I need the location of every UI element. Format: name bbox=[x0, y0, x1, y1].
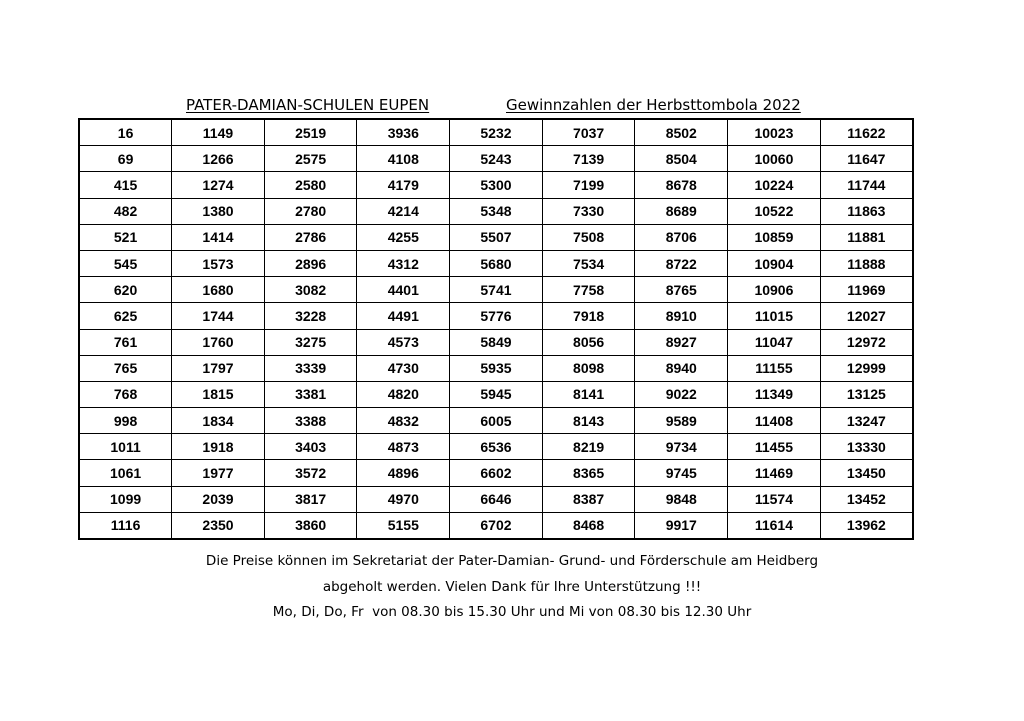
number-cell: 8722 bbox=[635, 250, 728, 276]
number-cell: 1099 bbox=[79, 486, 172, 512]
number-cell: 1274 bbox=[172, 172, 265, 198]
number-cell: 10859 bbox=[728, 224, 821, 250]
number-cell: 482 bbox=[79, 198, 172, 224]
number-cell: 10906 bbox=[728, 277, 821, 303]
number-cell: 3381 bbox=[264, 381, 357, 407]
number-cell: 5232 bbox=[450, 119, 543, 146]
number-cell: 8504 bbox=[635, 146, 728, 172]
number-cell: 8056 bbox=[542, 329, 635, 355]
number-cell: 4730 bbox=[357, 355, 450, 381]
page-header bbox=[0, 94, 1024, 116]
table-row bbox=[79, 434, 913, 460]
number-cell: 10023 bbox=[728, 119, 821, 146]
number-cell: 10904 bbox=[728, 250, 821, 276]
number-cell: 1918 bbox=[172, 434, 265, 460]
number-cell: 3082 bbox=[264, 277, 357, 303]
number-cell: 13125 bbox=[820, 381, 913, 407]
number-cell: 1380 bbox=[172, 198, 265, 224]
number-cell: 1815 bbox=[172, 381, 265, 407]
number-cell: 8765 bbox=[635, 277, 728, 303]
number-cell: 1414 bbox=[172, 224, 265, 250]
number-cell: 8706 bbox=[635, 224, 728, 250]
number-cell: 3572 bbox=[264, 460, 357, 486]
number-cell: 5680 bbox=[450, 250, 543, 276]
number-cell: 5243 bbox=[450, 146, 543, 172]
number-cell: 5348 bbox=[450, 198, 543, 224]
school-name: PATER-DAMIAN-SCHULEN EUPEN bbox=[186, 96, 430, 114]
number-cell: 2350 bbox=[172, 512, 265, 539]
number-cell: 3936 bbox=[357, 119, 450, 146]
footer-line-1: Die Preise können im Sekretariat der Pater-Damian- Grund- und Förderschule am Heidberg bbox=[205, 553, 819, 569]
footer-line-2: abgeholt werden. Vielen Dank für Ihre Unterstützung !!! bbox=[322, 578, 702, 595]
table-row bbox=[79, 146, 913, 172]
number-cell: 11408 bbox=[728, 408, 821, 434]
table-row bbox=[79, 512, 913, 539]
number-cell: 3403 bbox=[264, 434, 357, 460]
table-row bbox=[79, 408, 913, 434]
number-cell: 8141 bbox=[542, 381, 635, 407]
number-cell: 11881 bbox=[820, 224, 913, 250]
number-cell: 1760 bbox=[172, 329, 265, 355]
number-cell: 12999 bbox=[820, 355, 913, 381]
number-cell: 9589 bbox=[635, 408, 728, 434]
number-cell: 12972 bbox=[820, 329, 913, 355]
number-cell: 7758 bbox=[542, 277, 635, 303]
number-cell: 1834 bbox=[172, 408, 265, 434]
table-row bbox=[79, 329, 913, 355]
number-cell: 4491 bbox=[357, 303, 450, 329]
number-cell: 1011 bbox=[79, 434, 172, 460]
number-cell: 7330 bbox=[542, 198, 635, 224]
number-cell: 4832 bbox=[357, 408, 450, 434]
number-cell: 8910 bbox=[635, 303, 728, 329]
number-cell: 10060 bbox=[728, 146, 821, 172]
number-cell: 7508 bbox=[542, 224, 635, 250]
number-cell: 11744 bbox=[820, 172, 913, 198]
number-cell: 1116 bbox=[79, 512, 172, 539]
number-cell: 10522 bbox=[728, 198, 821, 224]
number-cell: 11622 bbox=[820, 119, 913, 146]
number-cell: 521 bbox=[79, 224, 172, 250]
table-row bbox=[79, 224, 913, 250]
number-cell: 5935 bbox=[450, 355, 543, 381]
number-cell: 69 bbox=[79, 146, 172, 172]
number-cell: 8219 bbox=[542, 434, 635, 460]
number-cell: 2580 bbox=[264, 172, 357, 198]
number-cell: 3228 bbox=[264, 303, 357, 329]
table-row bbox=[79, 198, 913, 224]
table-row bbox=[79, 460, 913, 486]
number-cell: 4820 bbox=[357, 381, 450, 407]
number-cell: 4312 bbox=[357, 250, 450, 276]
number-cell: 8678 bbox=[635, 172, 728, 198]
number-cell: 2519 bbox=[264, 119, 357, 146]
number-cell: 415 bbox=[79, 172, 172, 198]
number-cell: 761 bbox=[79, 329, 172, 355]
number-cell: 4108 bbox=[357, 146, 450, 172]
number-cell: 6646 bbox=[450, 486, 543, 512]
number-cell: 5776 bbox=[450, 303, 543, 329]
number-cell: 5849 bbox=[450, 329, 543, 355]
number-cell: 4970 bbox=[357, 486, 450, 512]
number-cell: 1680 bbox=[172, 277, 265, 303]
page-title: Gewinnzahlen der Herbsttombola 2022 bbox=[506, 96, 801, 114]
number-cell: 1061 bbox=[79, 460, 172, 486]
winning-numbers-table bbox=[78, 118, 914, 540]
table-row bbox=[79, 303, 913, 329]
number-cell: 8927 bbox=[635, 329, 728, 355]
number-cell: 13962 bbox=[820, 512, 913, 539]
number-cell: 9022 bbox=[635, 381, 728, 407]
footer-notice bbox=[0, 549, 1024, 626]
number-cell: 13450 bbox=[820, 460, 913, 486]
number-cell: 2780 bbox=[264, 198, 357, 224]
number-cell: 1744 bbox=[172, 303, 265, 329]
table-row bbox=[79, 277, 913, 303]
number-cell: 3339 bbox=[264, 355, 357, 381]
number-cell: 7918 bbox=[542, 303, 635, 329]
number-cell: 5300 bbox=[450, 172, 543, 198]
number-cell: 8502 bbox=[635, 119, 728, 146]
table-row bbox=[79, 250, 913, 276]
number-cell: 8143 bbox=[542, 408, 635, 434]
number-cell: 8468 bbox=[542, 512, 635, 539]
number-cell: 2039 bbox=[172, 486, 265, 512]
number-cell: 768 bbox=[79, 381, 172, 407]
number-cell: 2575 bbox=[264, 146, 357, 172]
number-cell: 4401 bbox=[357, 277, 450, 303]
number-cell: 9734 bbox=[635, 434, 728, 460]
number-cell: 8365 bbox=[542, 460, 635, 486]
number-cell: 7199 bbox=[542, 172, 635, 198]
number-cell: 765 bbox=[79, 355, 172, 381]
number-cell: 11047 bbox=[728, 329, 821, 355]
number-cell: 3817 bbox=[264, 486, 357, 512]
table-row bbox=[79, 172, 913, 198]
number-cell: 4896 bbox=[357, 460, 450, 486]
number-cell: 6602 bbox=[450, 460, 543, 486]
table-row bbox=[79, 355, 913, 381]
number-cell: 16 bbox=[79, 119, 172, 146]
number-cell: 5741 bbox=[450, 277, 543, 303]
table-row bbox=[79, 486, 913, 512]
number-cell: 1797 bbox=[172, 355, 265, 381]
number-cell: 11015 bbox=[728, 303, 821, 329]
number-cell: 11349 bbox=[728, 381, 821, 407]
number-cell: 11155 bbox=[728, 355, 821, 381]
table-row bbox=[79, 381, 913, 407]
number-cell: 625 bbox=[79, 303, 172, 329]
number-cell: 2896 bbox=[264, 250, 357, 276]
number-cell: 13452 bbox=[820, 486, 913, 512]
number-cell: 3860 bbox=[264, 512, 357, 539]
number-cell: 6005 bbox=[450, 408, 543, 434]
number-cell: 11969 bbox=[820, 277, 913, 303]
number-cell: 13330 bbox=[820, 434, 913, 460]
number-cell: 1573 bbox=[172, 250, 265, 276]
number-cell: 1266 bbox=[172, 146, 265, 172]
number-cell: 11574 bbox=[728, 486, 821, 512]
number-cell: 8387 bbox=[542, 486, 635, 512]
number-cell: 8689 bbox=[635, 198, 728, 224]
number-cell: 5507 bbox=[450, 224, 543, 250]
number-cell: 7037 bbox=[542, 119, 635, 146]
number-cell: 10224 bbox=[728, 172, 821, 198]
number-cell: 7139 bbox=[542, 146, 635, 172]
number-cell: 2786 bbox=[264, 224, 357, 250]
number-cell: 11614 bbox=[728, 512, 821, 539]
number-cell: 4873 bbox=[357, 434, 450, 460]
number-cell: 11455 bbox=[728, 434, 821, 460]
number-cell: 545 bbox=[79, 250, 172, 276]
number-cell: 3275 bbox=[264, 329, 357, 355]
number-cell: 4214 bbox=[357, 198, 450, 224]
number-cell: 4573 bbox=[357, 329, 450, 355]
number-cell: 9848 bbox=[635, 486, 728, 512]
number-cell: 9745 bbox=[635, 460, 728, 486]
number-cell: 8940 bbox=[635, 355, 728, 381]
number-cell: 6536 bbox=[450, 434, 543, 460]
number-cell: 13247 bbox=[820, 408, 913, 434]
number-cell: 11888 bbox=[820, 250, 913, 276]
number-cell: 9917 bbox=[635, 512, 728, 539]
number-cell: 5945 bbox=[450, 381, 543, 407]
table-body bbox=[79, 119, 913, 539]
number-cell: 11647 bbox=[820, 146, 913, 172]
number-cell: 8098 bbox=[542, 355, 635, 381]
number-cell: 11863 bbox=[820, 198, 913, 224]
number-cell: 12027 bbox=[820, 303, 913, 329]
number-cell: 5155 bbox=[357, 512, 450, 539]
footer-line-3: Mo, Di, Do, Fr von 08.30 bis 15.30 Uhr und Mi von 08.30 bis 12.30 Uhr bbox=[272, 604, 752, 620]
number-cell: 998 bbox=[79, 408, 172, 434]
number-cell: 6702 bbox=[450, 512, 543, 539]
number-cell: 1977 bbox=[172, 460, 265, 486]
number-cell: 11469 bbox=[728, 460, 821, 486]
number-cell: 7534 bbox=[542, 250, 635, 276]
number-cell: 4179 bbox=[357, 172, 450, 198]
number-cell: 4255 bbox=[357, 224, 450, 250]
number-cell: 3388 bbox=[264, 408, 357, 434]
number-cell: 620 bbox=[79, 277, 172, 303]
number-cell: 1149 bbox=[172, 119, 265, 146]
table-row bbox=[79, 119, 913, 146]
